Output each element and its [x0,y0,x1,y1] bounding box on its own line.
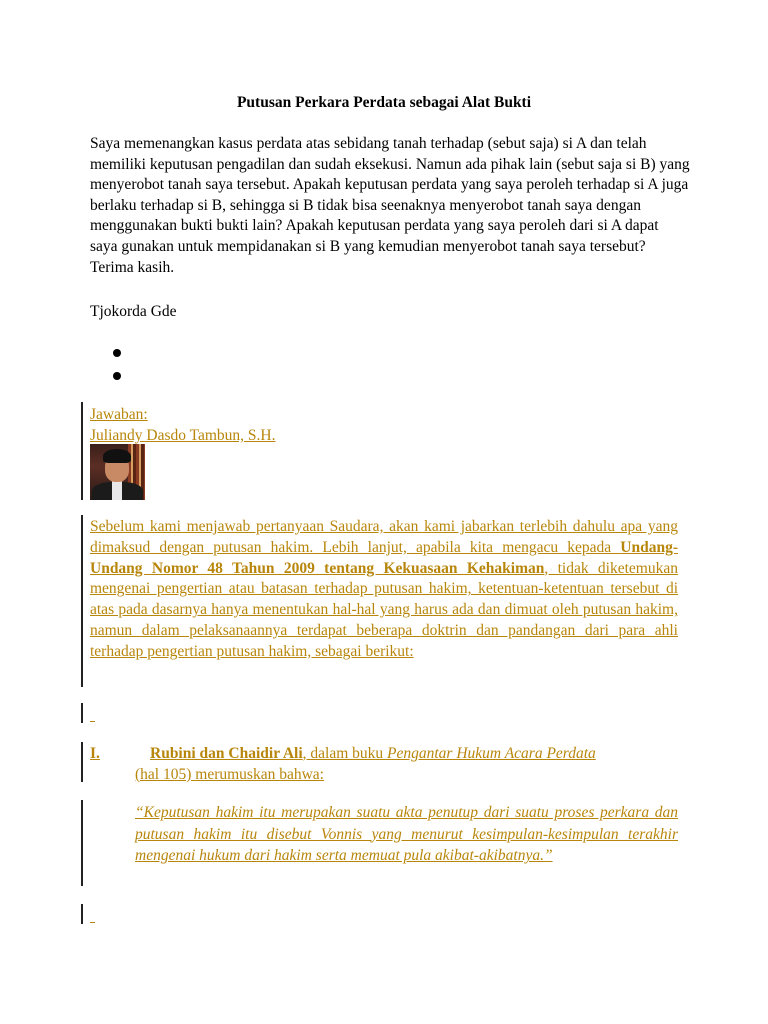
margin-bar [81,742,83,782]
law-reference-link[interactable]: Undang-Undang Nomor 48 Tahun 2009 tentang Kekuasaan Kehakiman [90,538,678,577]
margin-bar [81,904,83,924]
answer-label: Jawaban: [90,406,148,423]
section-one [90,744,678,786]
bullet-point [113,372,121,380]
block-quote: “Keputusan hakim itu merupakan suatu akta penutup dari suatu proses perkara dan putusan hakim itu disebut Vonnis yang menurut kesimpulan-kesimpulan terakhir mengenai hukum dari hakim serta memuat pula akibat-akibatnya.” [135,804,678,865]
section-text: , dalam buku [302,745,388,762]
section-authors: Rubini dan Chaidir Ali [150,745,303,762]
asker-name: Tjokorda Gde [90,303,177,320]
answer-header [90,404,276,446]
section-text-cont: (hal 105) merumuskan bahwa: [135,765,324,783]
paragraph-intro: Sebelum kami menjawab pertanyaan Saudara, akan kami jabarkan terlebih dahulu apa yang dimaksud dengan putusan hakim. Lebih lanjut, apabila kita mengacu kepada [90,518,678,556]
margin-bar [81,703,83,723]
page-title: Putusan Perkara Perdata sebagai Alat Bukti [236,94,532,111]
question-paragraph: Saya memenangkan kasus perdata atas sebidang tanah terhadap (sebut saja) si A dan telah memiliki keputusan pengadilan dan sudah eksekusi. Namun ada pihak lain (sebut saja si B) yang menyerobot tanah saya tersebut. Apakah keputusan perdata yang saya peroleh terhadap si A juga berlaku terhadap si B, sehingga si B tidak bisa seenaknya menyerobot tanah saya dengan menggunakan bukti bukti lain? Apakah keputusan perdata yang saya peroleh dari si A dapat saya gunakan untuk mempidanakan si B yang kemudian menyerobot tanah saya tersebut? Terima kasih. [90,135,690,276]
section-number: I. [90,745,100,762]
question-text [90,134,690,278]
paragraph-rest: , tidak diketemukan mengenai pengertian atau batasan terhadap putusan hakim, ketentuan-ketentuan tersebut di atas pada dasarnya hanya menentukan hal-hal yang harus ada dan dimuat oleh putusan hakim, namun dalam pelaksanaannya terdapat beberapa doktrin dan pandangan dari para ahli terhadap pengertian putusan hakim, sebagai berikut: [90,559,678,660]
author-photo [90,444,145,500]
spacer-mark: _ [90,712,95,723]
answer-author-link[interactable]: Juliandy Dasdo Tambun, S.H. [90,427,276,444]
margin-bar [81,515,83,687]
book-title: Pengantar Hukum Acara Perdata [387,745,596,762]
answer-paragraph [90,517,678,663]
bullet-point [113,349,121,357]
margin-bar [81,800,83,886]
spacer-mark: _ [90,913,95,924]
margin-bar [81,402,83,500]
